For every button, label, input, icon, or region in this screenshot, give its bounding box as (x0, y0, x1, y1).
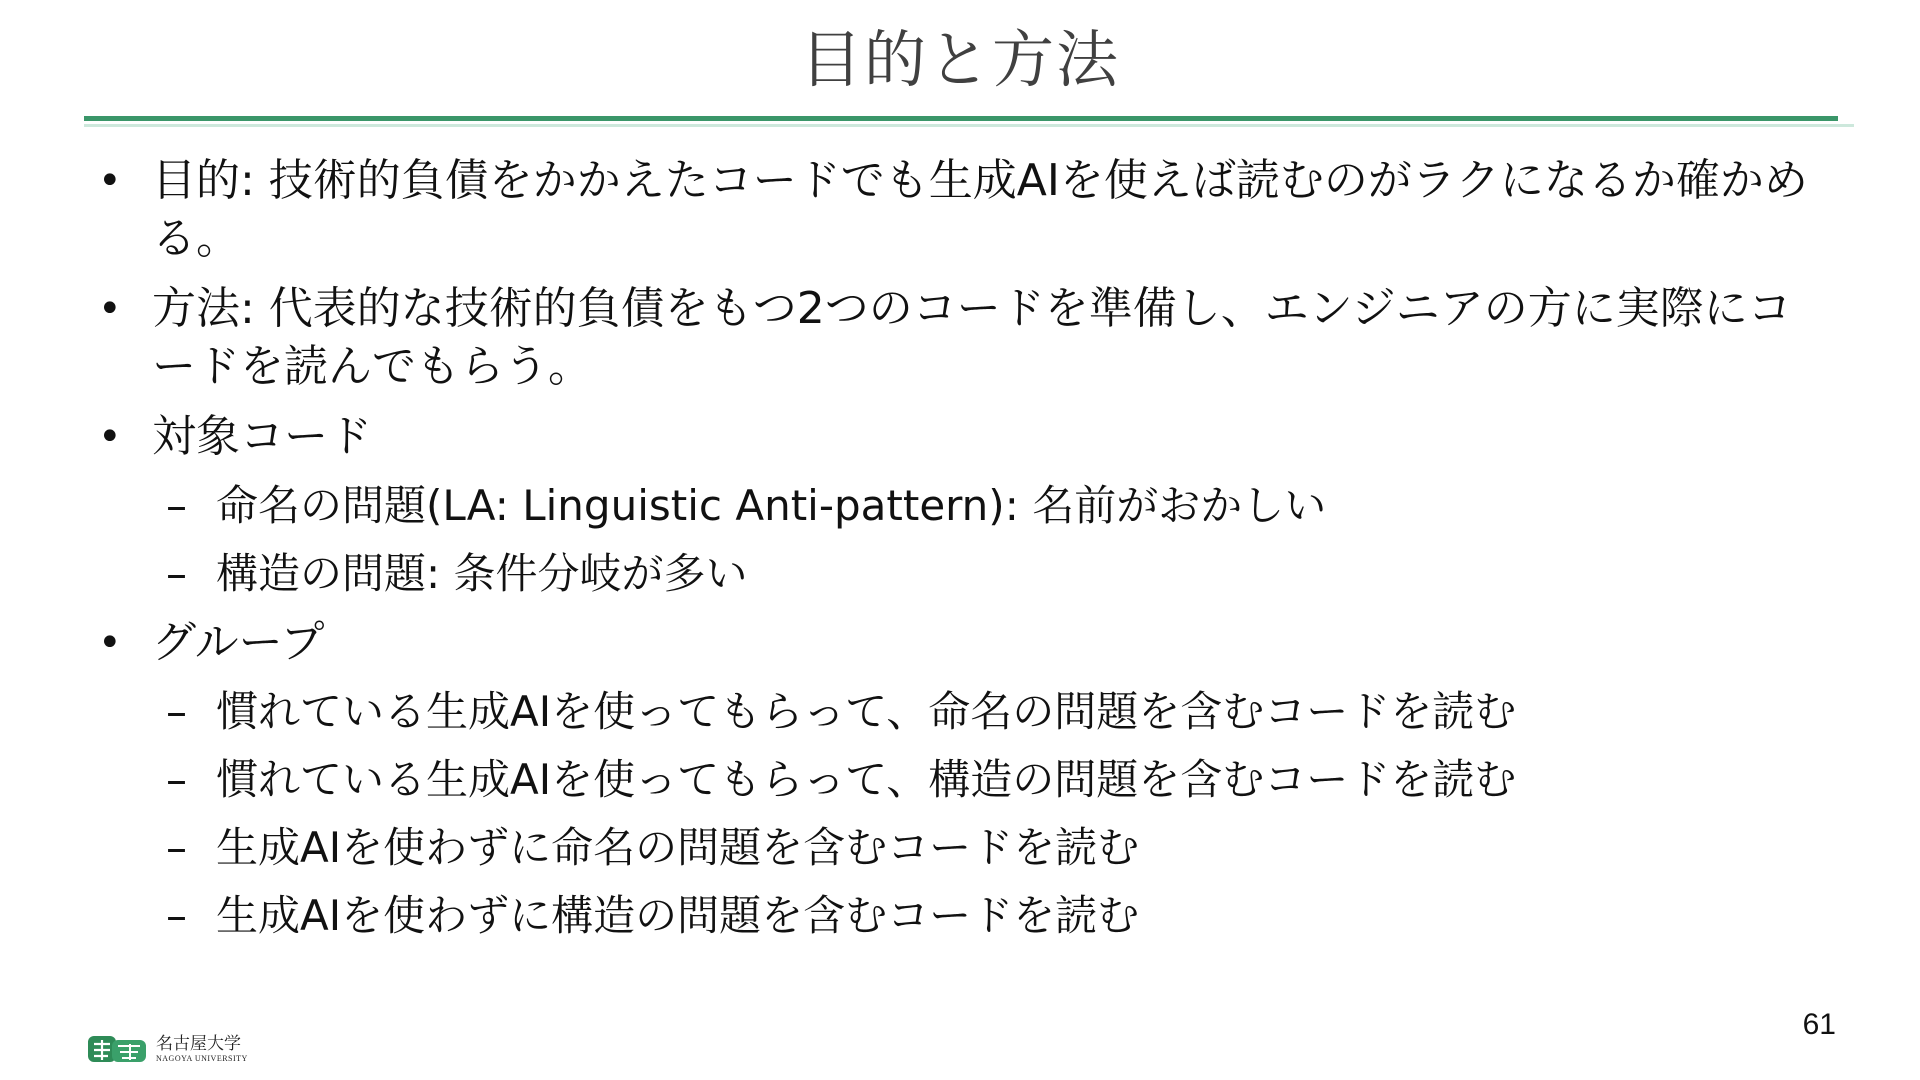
dash-marker: – (166, 891, 187, 940)
bullet-marker: • (98, 620, 122, 666)
sub-item-group-3 (88, 820, 1828, 876)
sub-item-group-4 (88, 888, 1828, 944)
slide-title: 目的と方法 (799, 23, 1120, 96)
bullet-purpose-text: 目的: 技術的負債をかかえたコードでも生成AIを使えば読むのがラクになるか確かめる。 (152, 155, 1808, 264)
sub-item-structure-problem (88, 546, 1828, 602)
sub-item-text: 構造の問題: 条件分岐が多い (216, 549, 748, 598)
bullet-target-code (88, 408, 1828, 602)
bullet-method-text: 方法: 代表的な技術的負債をもつ2つのコードを準備し、エンジニアの方に実際にコードを読んでもらう。 (152, 283, 1792, 392)
dash-marker: – (166, 481, 187, 530)
title-divider-light (84, 124, 1854, 127)
sub-item-text: 慣れている生成AIを使ってもらって、構造の問題を含むコードを読む (216, 755, 1517, 804)
dash-marker: – (166, 755, 187, 804)
sub-item-text: 命名の問題(LA: Linguistic Anti-pattern): 名前がおかしい (216, 481, 1327, 530)
dash-marker: – (166, 549, 187, 598)
nagoya-university-logo-icon (86, 1032, 148, 1066)
bullet-groups (88, 614, 1828, 944)
logo-name-en: NAGOYA UNIVERSITY (156, 1053, 248, 1063)
sub-item-text: 生成AIを使わずに構造の問題を含むコードを読む (216, 891, 1140, 940)
bullet-target-code-text: 対象コード (152, 411, 372, 462)
page-number: 61 (1802, 1008, 1836, 1041)
sub-item-text: 慣れている生成AIを使ってもらって、命名の問題を含むコードを読む (216, 687, 1517, 736)
sub-item-group-1 (88, 684, 1828, 740)
dash-marker: – (166, 687, 187, 736)
logo-name-ja: 名古屋大学 (156, 1033, 241, 1054)
sub-item-text: 生成AIを使わずに命名の問題を含むコードを読む (216, 823, 1140, 872)
university-logo (86, 1032, 248, 1066)
bullet-method (88, 280, 1828, 396)
bullet-groups-text: グループ (152, 617, 325, 668)
title-divider (84, 116, 1838, 121)
bullet-marker: • (98, 286, 122, 332)
sub-item-naming-problem (88, 478, 1828, 534)
bullet-purpose (88, 152, 1828, 268)
slide-body (88, 152, 1828, 956)
sub-item-group-2 (88, 752, 1828, 808)
dash-marker: – (166, 823, 187, 872)
bullet-marker: • (98, 414, 122, 460)
bullet-marker: • (98, 158, 122, 204)
